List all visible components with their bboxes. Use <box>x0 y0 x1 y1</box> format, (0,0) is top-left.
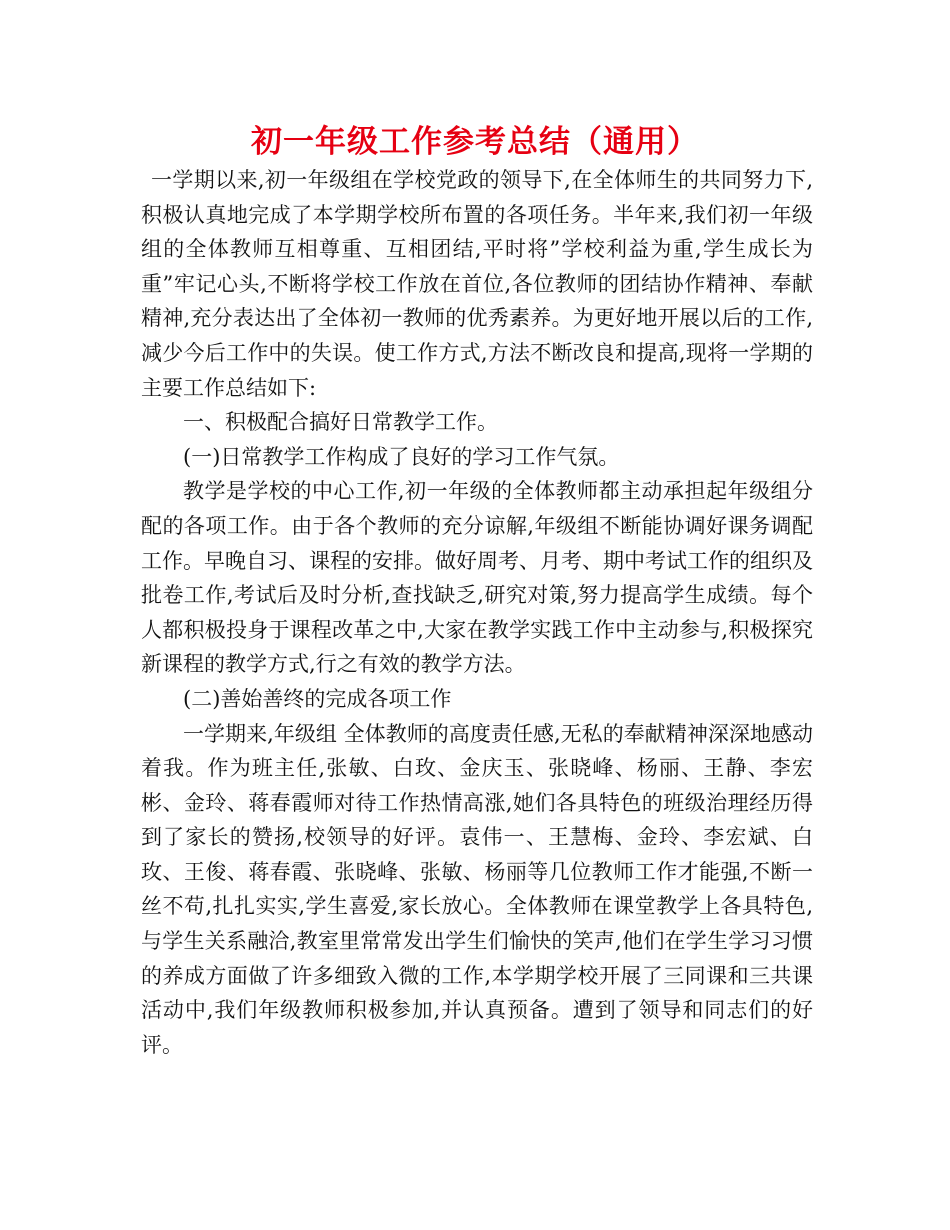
document-title: 初一年级工作参考总结（通用） <box>251 124 699 160</box>
paragraph-intro: 一学期以来,初一年级组在学校党政的领导下,在全体师生的共同努力下,积极认真地完成了本学期学校所布置的各项任务。半年来,我们初一年级组的全体教师互相尊重、互相团结,平时将”学校利益为重,学生成长为重”牢记心头,不断将学校工作放在首位,各位教师的团结协作精神、奉献精神,充分表达出了全体初一教师的优秀素养。为更好地开展以后的工作,减少今后工作中的失误。使工作方式,方法不断改良和提高,现将一学期的主要工作总结如下: <box>141 168 813 400</box>
subsection-heading-1: (一)日常教学工作构成了良好的学习工作气氛。 <box>183 444 620 469</box>
subsection-heading-2: (二)善始善终的完成各项工作 <box>183 686 452 711</box>
document-body <box>141 163 813 1062</box>
section-heading-1: 一、积极配合搞好日常教学工作。 <box>183 410 498 435</box>
paragraph-teaching: 教学是学校的中心工作,初一年级的全体教师都主动承担起年级组分配的各项工作。由于各个教师的充分谅解,年级组不断能协调好课务调配工作。早晚自习、课程的安排。做好周考、月考、期中考试工作的组织及批卷工作,考试后及时分析,查找缺乏,研究对策,努力提高学生成绩。每个人都积极投身于课程改革之中,大家在教学实践工作中主动参与,积极探究新课程的教学方式,行之有效的教学方法。 <box>141 479 813 677</box>
paragraph-teachers: 一学期来,年级组 全体教师的高度责任感,无私的奉献精神深深地感动着我。作为班主任,张敏、白玫、金庆玉、张晓峰、杨丽、王静、李宏彬、金玲、蒋春霞师对待工作热情高涨,她们各具特色的班级治理经历得到了家长的赞扬,校领导的好评。袁伟一、王慧梅、金玲、李宏斌、白玫、王俊、蒋春霞、张晓峰、张敏、杨丽等几位教师工作才能强,不断一丝不苟,扎扎实实,学生喜爱,家长放心。全体教师在课堂教学上各具特色,与学生关系融洽,教室里常常发出学生们愉快的笑声,他们在学生学习习惯的养成方面做了许多细致入微的工作,本学期学校开展了三同课和三共课活动中,我们年级教师积极参加,并认真预备。遭到了领导和同志们的好评。 <box>141 721 813 1057</box>
